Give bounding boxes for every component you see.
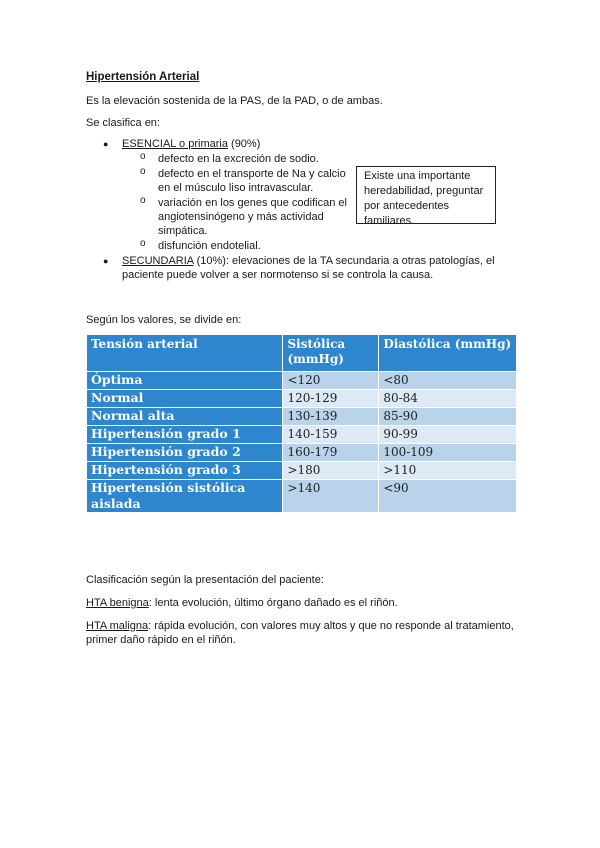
classify-intro: Se clasifica en: <box>86 117 160 129</box>
table-row <box>87 408 517 426</box>
note-box <box>356 166 496 227</box>
table-header-row <box>87 335 517 372</box>
secundaria-text-cont: paciente puede volver a ser normotenso si se controla la causa. <box>122 269 434 281</box>
secundaria-label: SECUNDARIA <box>122 255 194 267</box>
values-intro: Según los valores, se divide en: <box>86 314 242 326</box>
row-label: Hipertensión grado 1 <box>87 426 283 444</box>
note-line: familiares. <box>364 215 415 227</box>
note-line: Existe una importante <box>364 170 471 182</box>
blood-pressure-table <box>86 334 517 513</box>
note-line: por antecedentes <box>364 200 450 212</box>
table-row <box>87 372 517 390</box>
systolic-value: >180 <box>283 462 379 480</box>
table-row <box>87 426 517 444</box>
circle-bullet-icon: o <box>140 166 146 177</box>
header-sistolica: Sistólica (mmHg) <box>283 335 379 372</box>
esencial-item: disfunción endotelial. <box>158 240 261 252</box>
benigna-line <box>86 596 398 611</box>
maligna-text: : rápida evolución, con valores muy altos y que no responde al tratamiento, <box>148 620 514 632</box>
diastolic-value: <90 <box>379 480 517 513</box>
esencial-item-cont: simpática. <box>158 225 208 237</box>
row-label: Normal alta <box>87 408 283 426</box>
page-title: Hipertensión Arterial <box>86 71 200 83</box>
maligna-label: HTA maligna <box>86 620 149 632</box>
row-label: Hipertensión sistólica aislada <box>87 480 283 513</box>
diastolic-value: >110 <box>379 462 517 480</box>
esencial-item: variación en los genes que codifican el <box>158 197 347 209</box>
esencial-item: defecto en el transporte de Na y calcio <box>158 168 346 180</box>
circle-bullet-icon: o <box>140 238 146 249</box>
table-row <box>87 462 517 480</box>
systolic-value: <120 <box>283 372 379 390</box>
benigna-label: HTA benigna <box>86 597 149 609</box>
esencial-item-cont: en el músculo liso intravascular. <box>158 182 314 194</box>
secundaria-text: (10%): elevaciones de la TA secundaria a otras patologías, el <box>193 255 495 267</box>
table-row <box>87 480 517 513</box>
systolic-value: 160-179 <box>283 444 379 462</box>
circle-bullet-icon: o <box>140 195 146 206</box>
diastolic-value: 90-99 <box>379 426 517 444</box>
maligna-line <box>86 619 514 634</box>
header-tension: Tensión arterial <box>87 335 283 372</box>
table-row <box>87 390 517 408</box>
note-line: heredabilidad, preguntar <box>364 185 484 197</box>
esencial-item-cont: angiotensinógeno y más actividad <box>158 211 324 223</box>
presentation-intro: Clasificación según la presentación del paciente: <box>86 574 324 586</box>
header-diastolica: Diastólica (mmHg) <box>379 335 517 372</box>
bullet-icon: ● <box>103 139 109 149</box>
row-label: Hipertensión grado 2 <box>87 444 283 462</box>
diastolic-value: <80 <box>379 372 517 390</box>
diastolic-value: 80-84 <box>379 390 517 408</box>
benigna-text: : lenta evolución, último órgano dañado es el riñón. <box>148 597 398 609</box>
maligna-text-cont: primer daño rápido en el riñón. <box>86 634 236 646</box>
row-label: Hipertensión grado 3 <box>87 462 283 480</box>
systolic-value: 130-139 <box>283 408 379 426</box>
esencial-suffix: (90%) <box>227 138 261 150</box>
esencial-line <box>122 137 260 152</box>
row-label: Óptima <box>87 372 283 390</box>
definition-text: Es la elevación sostenida de la PAS, de la PAD, o de ambas. <box>86 95 383 107</box>
secundaria-line <box>122 254 495 269</box>
esencial-label: ESENCIAL o primaria <box>122 138 228 150</box>
systolic-value: 120-129 <box>283 390 379 408</box>
bullet-icon: ● <box>103 256 109 266</box>
circle-bullet-icon: o <box>140 151 146 162</box>
diastolic-value: 85-90 <box>379 408 517 426</box>
systolic-value: >140 <box>283 480 379 513</box>
table-row <box>87 444 517 462</box>
row-label: Normal <box>87 390 283 408</box>
systolic-value: 140-159 <box>283 426 379 444</box>
diastolic-value: 100-109 <box>379 444 517 462</box>
esencial-item: defecto en la excreción de sodio. <box>158 153 319 165</box>
